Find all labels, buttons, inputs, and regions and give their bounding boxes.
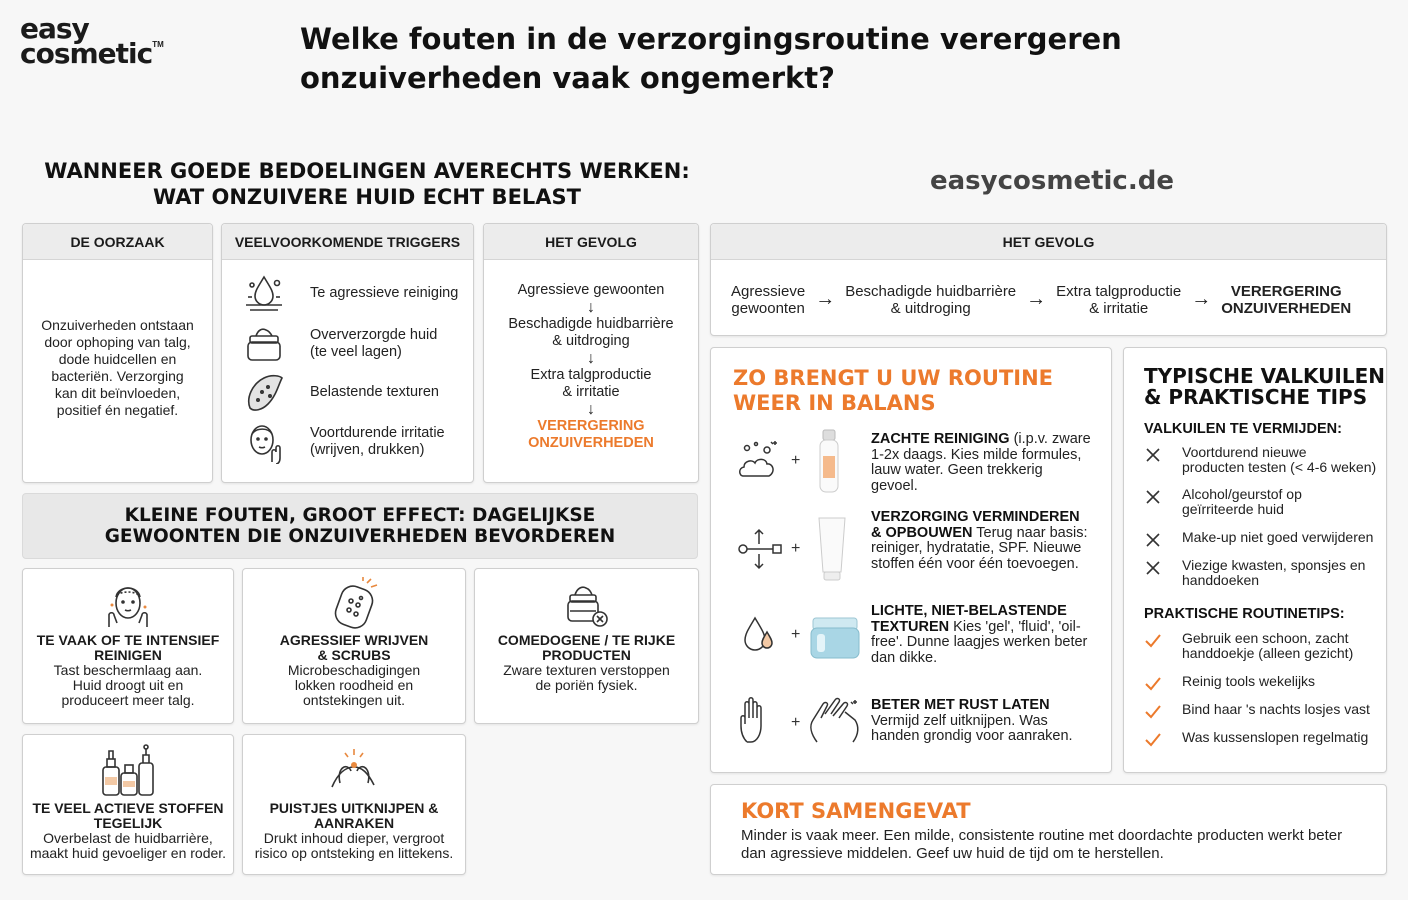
mistake-title: TE VEEL ACTIEVE STOFFEN [32,800,224,816]
routine-item-text [871,510,1093,572]
flow-step-line: Agressieve [731,282,806,300]
routine-item-desc: Vermijd zelf uitknijpen. Was handen grondig voor aanraken. [871,712,1073,744]
avoid-heading: VALKUILEN TE VERMIJDEN: [1144,421,1342,437]
routine-item-title: VERZORGING VERMINDEREN & OPBOUWEN [871,509,1080,541]
mistake-desc: Microbeschadigingen [287,662,421,678]
reduce-arrows-icon [737,526,783,572]
rich-cream-icon [562,577,612,631]
face-wash-icon [103,577,153,631]
routine-item-title: ZACHTE REINIGING [871,431,1010,447]
page-title-line-2: onzuiverheden vaak ongemerkt? [300,61,835,95]
brand-logo [20,12,164,71]
summary-line: dan agressieve middelen. Geef uw huid de tijd om te herstellen. [741,845,1164,862]
mistake-desc: lokken roodheid en [294,677,414,693]
cause-line: dode huidcellen en [58,351,177,367]
routine-title-line-2: WEER IN BALANS [733,391,936,415]
practical-heading: PRAKTISCHE ROUTINETIPS: [1144,606,1345,622]
cleanser-bottle-icon [807,428,857,496]
mistake-desc: produceert meer talg. [61,692,195,708]
triggers-card [221,223,474,483]
routine-item-desc: (i.p.v. zware 1-2x daags. Kies milde formules, lauw water. Geen trekkerig gevoel. [871,431,1091,494]
check-icon [1144,675,1162,693]
hand-stop-icon [737,696,777,746]
cross-icon [1144,559,1162,577]
mistake-content [243,743,465,861]
mistake-title: TEGELIJK [93,815,163,831]
cross-icon [1144,446,1162,464]
texture-swatch-icon [242,370,286,414]
practical-text [1172,631,1353,660]
trigger-label-line-1: Voortdurende irritatie [310,425,445,441]
routine-item-desc: Kies 'gel', 'fluid', 'oil-free'. Dunne laagjes werken beter dan dikke. [871,618,1088,666]
cream-jar-icon [242,322,286,366]
cause-line: kan dit beïnvloeden, [54,385,181,401]
trigger-item [242,322,437,366]
logo-line-2 [20,37,164,71]
logo-trademark: TM [152,40,164,50]
banner-line-1: KLEINE FOUTEN, GROOT EFFECT: DAGELIJKSE [124,505,596,526]
mistake-content [243,577,465,708]
mistake-card [242,568,466,724]
avoid-line: Voortdurend nieuwe [1182,444,1307,460]
routine-item-title: BETER MET RUST LATEN [871,697,1050,713]
practical-text [1172,702,1370,721]
mistakes-banner [22,493,698,559]
consequence-horizontal-flow [731,262,1351,337]
routine-item-text [871,604,1093,666]
mistake-title: REINIGEN [94,647,162,663]
flow-step-line: VERERGERING [1230,282,1342,300]
consequence-vertical-header: HET GEVOLG [484,224,698,260]
routine-item-text [871,698,1093,745]
trigger-label [298,327,437,361]
plus-icon: + [791,714,801,731]
arrow-down-icon: ↓ [587,299,595,316]
trigger-label-line-2: (te veel lagen) [310,344,402,360]
flow-step-line: Beschadigde huidbarrière [845,282,1017,300]
practical-line: Reinig tools wekelijks [1182,673,1316,689]
section-title [22,158,712,210]
mistake-card [22,734,234,875]
mistake-title: COMEDOGENE / TE RIJKE [497,632,676,648]
cause-card-header: DE OORZAAK [23,224,212,260]
section-title-line-2: WAT ONZUIVERE HUID ECHT BELAST [152,185,581,209]
flow-result [1221,283,1351,317]
summary-title: KORT SAMENGEVAT [741,799,971,823]
cause-line: positief én negatief. [56,402,179,418]
avoid-line: geïrriteerde huid [1182,500,1284,517]
trigger-label [298,285,458,302]
cause-line: door ophoping van talg, [44,334,191,350]
practical-item [1144,631,1384,660]
banner-line-2: GEWOONTEN DIE ONZUIVERHEDEN BEVORDEREN [104,526,616,547]
check-icon [1144,731,1162,749]
plus-icon: + [791,626,801,643]
flow-step: Beschadigde huidbarrière [508,316,674,332]
mistake-desc: maakt huid gevoeliger en roder. [29,845,227,861]
avoid-item [1144,558,1384,587]
trigger-label-line-2: (wrijven, drukken) [310,442,425,458]
practical-line: Bind haar 's nachts losjes vast [1182,701,1370,717]
mistake-desc: Tast beschermlaag aan. [53,662,203,678]
consequence-flow [484,282,698,452]
arrow-down-icon: ↓ [587,401,595,418]
routine-item [711,694,1121,754]
plus-icon: + [791,452,801,469]
routine-title [733,366,1053,416]
mistake-desc: Huid droogt uit en [72,677,184,693]
flow-step [731,283,805,317]
avoid-line: producten testen (< 4-6 weken) [1182,458,1377,475]
page-title [300,20,1180,98]
flow-step-line: Extra talgproductie [1056,282,1182,300]
mistake-desc: Overbelast de huidbarrière, [43,830,213,846]
cause-line: bacteriën. Verzorging [51,368,184,384]
routine-item [711,510,1121,594]
mistake-title: AANRAKEN [313,815,395,831]
water-drops-icon [737,612,783,658]
mistake-card [242,734,466,875]
tips-title-line-1: TYPISCHE VALKUILEN [1144,364,1385,388]
foam-bubbles-icon [737,438,783,484]
flow-step: Agressieve gewoonten [517,282,665,298]
cross-icon [1144,488,1162,506]
avoid-line: Viezige kwasten, sponsjes en [1182,557,1366,573]
trigger-label-line-1: Belastende texturen [310,383,439,400]
practical-text [1172,730,1368,749]
avoid-text [1172,558,1365,587]
consequence-horizontal-header: HET GEVOLG [711,224,1386,260]
tips-title-line-2: & PRAKTISCHE TIPS [1144,385,1368,409]
practical-item [1144,730,1384,749]
arrow-right-icon: → [1026,288,1047,310]
mistake-content [23,743,233,861]
mistake-desc: Zware texturen verstoppen [503,662,670,678]
washing-hands-icon [807,694,863,746]
mistake-content [23,577,233,708]
mistake-desc: risico op ontsteking en littekens. [254,845,454,861]
avoid-item [1144,487,1384,516]
flow-step-line: & irritatie [1089,299,1149,317]
avoid-line: Make-up niet goed verwijderen [1182,529,1374,545]
practical-item [1144,674,1384,693]
routine-item-text [871,432,1093,494]
plus-icon: + [791,540,801,557]
practical-text [1172,674,1315,693]
mistake-card [22,568,234,724]
summary-card [710,784,1387,875]
routine-title-line-1: ZO BRENGT U UW ROUTINE [733,366,1054,390]
practical-line: Gebruik een schoon, zacht [1182,630,1349,646]
avoid-item [1144,530,1384,549]
routine-item [711,428,1121,498]
website-label: easycosmetic.de [930,166,1174,196]
tips-card [1123,347,1387,773]
check-icon [1144,703,1162,721]
section-title-line-1: WANNEER GOEDE BEDOELINGEN AVERECHTS WERKEN: [44,159,690,183]
mistake-content [475,577,698,693]
page-title-line-1: Welke fouten in de verzorgingsroutine verergeren [300,22,1122,56]
practical-line: Was kussenslopen regelmatig [1182,729,1369,745]
serum-bottles-icon [99,743,157,799]
arrow-right-icon: → [1191,288,1212,310]
trigger-label-line-1: Oververzorgde huid [310,327,438,343]
mistake-title: AGRESSIEF WRIJVEN [279,632,429,648]
consequence-vertical-card [483,223,699,483]
mistake-desc: Drukt inhoud dieper, vergroot [263,830,445,846]
check-icon [1144,632,1162,650]
avoid-item [1144,445,1384,474]
flow-step-line: gewoonten [731,299,805,317]
practical-line: handdoekje (alleen gezicht) [1182,644,1354,661]
avoid-line: handdoeken [1182,571,1260,588]
flow-step: Extra talgproductie [530,367,652,383]
mistake-desc: ontstekingen uit. [303,692,405,708]
flow-result: VERERGERING [537,418,645,434]
consequence-horizontal-card [710,223,1387,336]
mistake-title: TE VAAK OF TE INTENSIEF [36,632,220,648]
trigger-item [242,271,458,315]
gel-jar-icon [807,612,863,664]
cause-card [22,223,213,483]
summary-line: Minder is vaak meer. Een milde, consistente routine met doordachte producten werkt beter [741,827,1343,844]
cleansing-icon [242,271,286,315]
mistake-title: & SCRUBS [317,647,391,663]
routine-item-desc: Terug naar basis: reiniger, hydratatie, SPF. Nieuwe stoffen één voor één toevoegen. [871,524,1088,572]
cause-text [23,317,212,419]
routine-item [711,604,1121,674]
logo-line-1: easy [20,12,89,45]
cause-line: Onzuiverheden ontstaan [41,317,194,333]
flow-step [1056,283,1181,317]
arrow-right-icon: → [815,288,836,310]
avoid-text [1172,530,1373,549]
cream-tube-icon [807,514,857,584]
cross-icon [1144,531,1162,549]
avoid-text [1172,445,1376,474]
trigger-label-line-1: Te agressieve reiniging [310,284,459,301]
tips-title [1144,366,1385,408]
practical-item [1144,702,1384,721]
avoid-line: Alcohol/geurstof op [1182,486,1302,502]
logo-word: cosmetic [20,37,153,71]
flow-step [845,283,1016,317]
trigger-label [298,425,445,459]
pimple-squeeze-icon [326,743,382,799]
trigger-label [298,384,439,401]
trigger-item [242,370,439,414]
avoid-text [1172,487,1302,516]
arrow-down-icon: ↓ [587,350,595,367]
trigger-item [242,420,445,464]
flow-step: & irritatie [562,384,620,400]
flow-step-line: & uitdroging [890,299,971,317]
triggers-card-header: VEELVOORKOMENDE TRIGGERS [222,224,473,260]
summary-text [741,827,1371,863]
mistake-desc: de poriën fysiek. [535,677,638,693]
flow-result: ONZUIVERHEDEN [528,435,654,451]
mistake-title: PUISTJES UITKNIJPEN & [269,800,439,816]
routine-card [710,347,1112,773]
face-touch-icon [242,420,286,464]
scrub-sponge-icon [329,577,379,631]
mistake-title: PRODUCTEN [542,647,631,663]
flow-step-line: ONZUIVERHEDEN [1221,299,1352,317]
mistake-card [474,568,699,724]
routine-item-title: LICHTE, NIET-BELASTENDE TEXTUREN [871,603,1067,635]
flow-step: & uitdroging [552,333,630,349]
